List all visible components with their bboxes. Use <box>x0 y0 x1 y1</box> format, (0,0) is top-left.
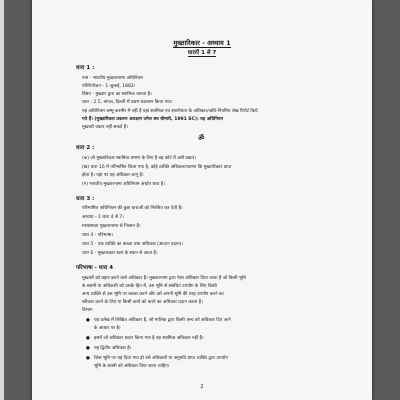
dhara-4-line: अन्य व्यक्ति से उस भूमि पर कब्जा करने और उसे अपनी भूमि की तरह उपयोग करने का <box>82 292 224 297</box>
page-title-text: मुख्तारिकार - अध्याय 1 <box>173 39 231 47</box>
dhara-1-line: मुख्तारी प्रकार नहीं सकते हैं। <box>82 125 128 130</box>
dhara-2-line: होता है। यहां पर यह अधिकार लागू है। <box>82 173 144 178</box>
dhara-2-line: (ग) भारतीय मुख्तारनामा अधिनियम अर्थात धारा है। <box>82 182 165 187</box>
dhara-2-line: (क) जो मुख्तारिकार स्वामित्व प्रमाण के लिए है वह कोर्ट में उसी प्रकार। <box>82 156 197 161</box>
bullet-icon: ● <box>86 356 90 361</box>
section-heading-dhara-3: धारा 3 : <box>76 196 95 202</box>
dhara-3-line: मध्यास्थता मुख्तारनामा से निरसन है। <box>82 224 141 229</box>
dhara-4-line: विभाग <box>82 308 93 313</box>
page-title <box>32 38 372 48</box>
section-heading-dhara-1: धारा 1 : <box>76 65 95 71</box>
dhara-1-line: विषय - मुख्तार द्वारा का स्वामित्व बताता है। <box>82 92 152 97</box>
dhara-3-line: धारा 5 - एक व्यक्ति का कब्जा तथा अधिकार (आदान प्रदान)। <box>82 242 184 247</box>
section-heading-dhara-2: धारा 2 : <box>76 145 95 151</box>
document-page <box>32 0 372 400</box>
dhara-4-line: के स्वामी या अधिकारी को उसके हित में, उस भूमि से संबंधित उपयोग के लिए किसी <box>82 284 217 289</box>
dhara-4-line: स्वीकार करने के लिए या किसी कार्य को करने का अधिकार प्रदान करता है। <box>82 300 203 305</box>
page-subtitle-text: धाराएँ 1 से 7 <box>187 50 217 56</box>
binder-edge <box>0 0 4 400</box>
dhara-3-line: धारा 4 - परिभाषा। <box>82 233 114 238</box>
dhara-1-line: धारा - 2.5, बंगाल, दिल्ली में प्रथम प्रकाशन किया गया। <box>82 100 173 105</box>
dhara-4-bullet: जिस भूमि पर यह दिया गया हो उसे अधिकारी या अनुमति प्राप्त व्यक्ति द्वारा उपयोग <box>94 356 228 361</box>
dhara-3-line: अध्याय - 1 धारा 4 से 7। <box>82 215 124 220</box>
dhara-3-line: परिभाषित अधिनियम की कुछ धाराओं को निरसित कर देती है। <box>82 206 183 211</box>
dhara-4-line: मुख्तारी को ग्रहण करने वाले अधिकार है। मुख्तारनामा द्वारा ऐसा अधिकार दिया जाता है जो किसी भूमि <box>82 276 246 281</box>
dhara-4-bullet: भूमि के स्वामी को अधिकार दिया जाना चाहिए। <box>94 364 170 369</box>
dhara-1-line: परिनियोजन - 1 जुलाई, 1882। <box>82 84 136 89</box>
bullet-icon: ● <box>86 318 90 323</box>
dhara-4-bullet: यह द्वितीय अधिकार है। <box>94 346 132 351</box>
page-subtitle <box>32 48 372 57</box>
dhara-2-line: (ख) धारा 16 में परिभाषित किया गया है, कोई व्यक्ति अधिकार/धारणा कि मुख्तारिकार प्राप्त <box>82 165 232 170</box>
dhara-4-bullet: यह प्रलेख में लिखित अधिकार है, जो मालिक द्वारा किसी अन्य को अधिकार दिए जाने <box>94 318 231 323</box>
dhara-1-line: गये हैं। (मुख्तारिकार प्रकरण आरक्षण उमेश बच बीमारी, 1991 SC)। यह अधिनियम <box>82 117 224 122</box>
dhara-4-bullet: इसमें जो अधिकार प्रदान किया गया है वह स्वामित्व अधिकार नहीं है। <box>94 336 204 341</box>
dhara-4-bullet: के आधार पर है। <box>94 326 121 331</box>
dhara-1-line: यह अधिनियम जम्मू कश्मीर में नहीं है यहां स्वामित्व एवं स्थानीयता के अधिकार/अधि-नियमित लेख रिपोर्ट किये <box>82 109 258 114</box>
dhara-1-line: नाम - भारतीय मुख्तारनामा अधिनियम <box>82 76 143 81</box>
dhara-3-line: धारा 6 - मुख्तारकार स्वयं के स्थान से आता है। <box>82 251 158 256</box>
bullet-icon: ● <box>86 336 90 341</box>
bullet-icon: ● <box>86 346 90 351</box>
section-heading-dhara-4: परिभाषा - धारा 4 <box>76 265 114 271</box>
page-number: 2 <box>200 384 204 390</box>
section-divider-mark: ॐ <box>198 134 205 142</box>
